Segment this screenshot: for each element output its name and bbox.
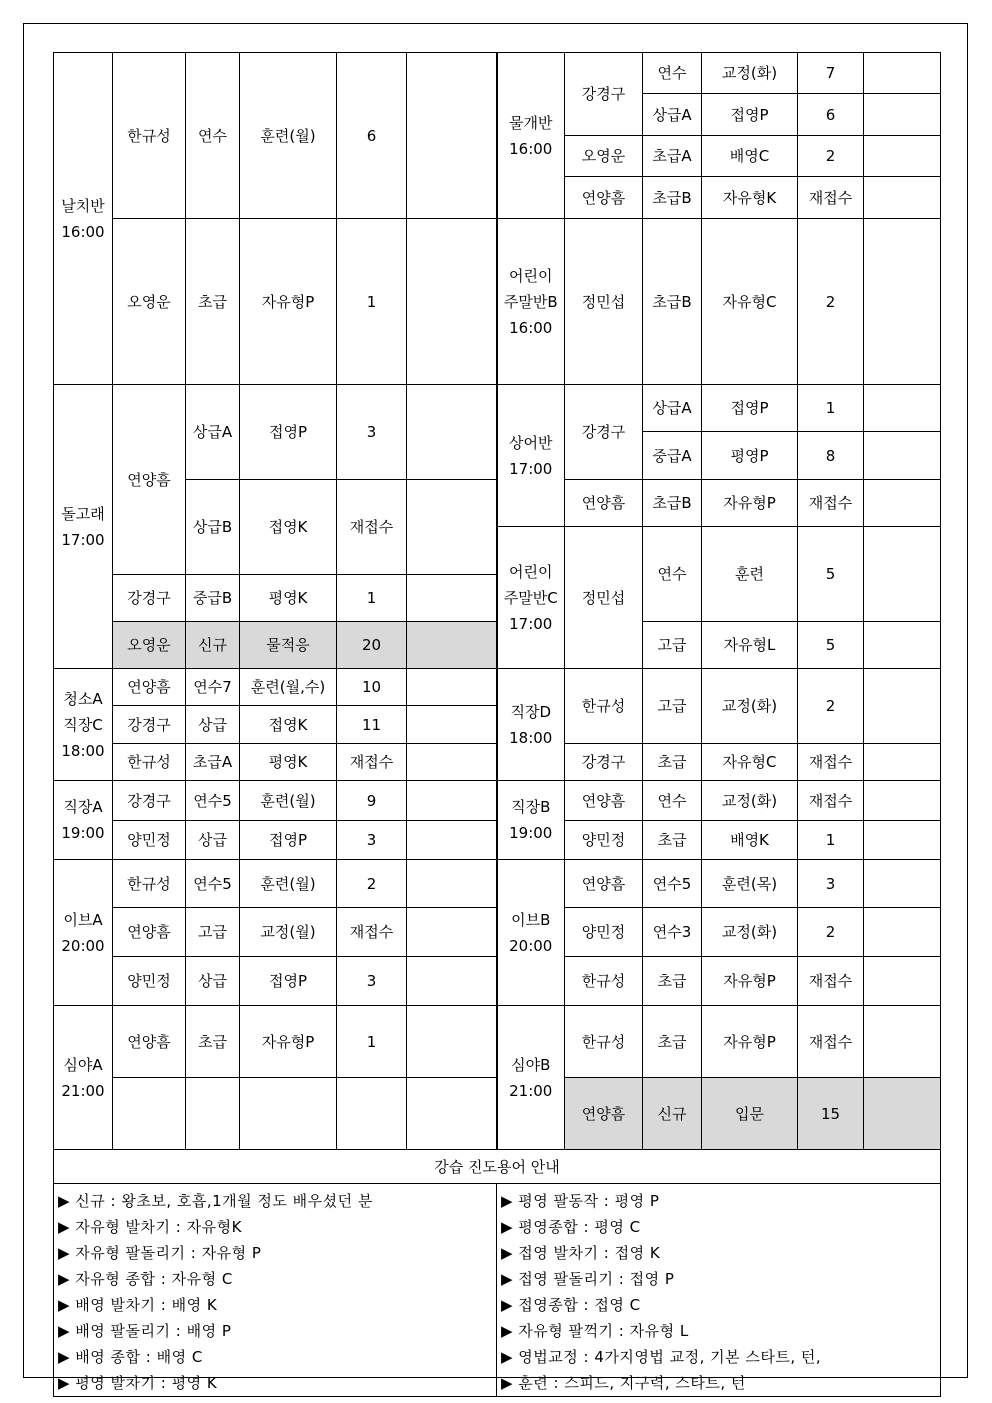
progress-cell: 자유형P (240, 1006, 337, 1078)
count-cell: 재접수 (798, 1006, 864, 1078)
level-cell: 초급A (186, 744, 240, 781)
progress-cell: 자유형C (702, 219, 798, 385)
level-cell: 연수5 (186, 781, 240, 821)
guide-item: ▶ 자유형 발차기 : 자유형K (58, 1218, 242, 1236)
instructor-cell: 양민정 (113, 957, 186, 1006)
level-cell: 초급 (643, 744, 702, 781)
progress-cell: 접영K (240, 480, 337, 575)
progress-cell: 훈련(월) (240, 53, 337, 219)
note-cell (407, 669, 497, 706)
count-cell: 5 (798, 527, 864, 622)
instructor-cell: 연양흠 (565, 781, 643, 821)
level-cell: 상급 (186, 957, 240, 1006)
instructor-cell: 연양흠 (113, 1006, 186, 1078)
instructor-cell: 한규성 (565, 669, 643, 744)
note-cell (864, 527, 941, 622)
note-cell (407, 622, 497, 669)
level-cell: 상급 (186, 706, 240, 744)
instructor-cell: 오영운 (565, 136, 643, 177)
instructor-cell: 연양흠 (113, 669, 186, 706)
count-cell: 1 (798, 821, 864, 860)
level-cell: 연수 (643, 527, 702, 622)
level-cell: 연수3 (643, 908, 702, 957)
class-label: 날치반 16:00 (54, 53, 113, 385)
count-cell: 6 (337, 53, 407, 219)
level-cell: 상급B (186, 480, 240, 575)
note-cell (864, 957, 941, 1006)
level-cell: 신규 (643, 1078, 702, 1150)
progress-cell: 자유형P (702, 957, 798, 1006)
level-cell: 고급 (186, 908, 240, 957)
note-cell (864, 669, 941, 744)
guide-item: ▶ 평영종합 : 평영 C (501, 1218, 641, 1236)
instructor-cell: 정민섭 (565, 527, 643, 669)
progress-cell: 자유형C (702, 744, 798, 781)
progress-cell: 접영P (240, 821, 337, 860)
level-cell: 초급A (643, 136, 702, 177)
note-cell (407, 1078, 497, 1150)
instructor-cell: 연양흠 (113, 385, 186, 575)
count-cell: 3 (337, 385, 407, 480)
class-label: 청소A 직장C 18:00 (54, 669, 113, 781)
instructor-cell: 연양흠 (565, 1078, 643, 1150)
count-cell: 재접수 (798, 480, 864, 527)
progress-cell: 접영K (240, 706, 337, 744)
count-cell: 3 (337, 957, 407, 1006)
instructor-cell: 강경구 (565, 385, 643, 480)
count-cell: 6 (798, 94, 864, 136)
progress-cell: 훈련(월) (240, 860, 337, 908)
level-cell: 초급 (643, 821, 702, 860)
note-cell (864, 781, 941, 821)
class-label: 직장D 18:00 (497, 669, 565, 781)
note-cell (864, 480, 941, 527)
instructor-cell (113, 1078, 186, 1150)
instructor-cell: 오영운 (113, 622, 186, 669)
count-cell: 15 (798, 1078, 864, 1150)
instructor-cell: 강경구 (113, 575, 186, 622)
level-cell: 중급B (186, 575, 240, 622)
guide-item: ▶ 훈련 : 스피드, 지구력, 스타트, 턴 (501, 1374, 746, 1392)
progress-cell: 접영P (240, 385, 337, 480)
guide-item: ▶ 접영 팔돌리기 : 접영 P (501, 1270, 675, 1288)
note-cell (407, 575, 497, 622)
class-label: 돌고래 17:00 (54, 385, 113, 669)
level-cell: 연수5 (186, 860, 240, 908)
level-cell: 상급A (643, 94, 702, 136)
note-cell (407, 821, 497, 860)
progress-cell: 접영P (702, 385, 798, 432)
class-label: 직장A 19:00 (54, 781, 113, 860)
class-label: 심야A 21:00 (54, 1006, 113, 1150)
instructor-cell: 양민정 (113, 821, 186, 860)
count-cell: 3 (798, 860, 864, 908)
progress-cell: 훈련(월) (240, 781, 337, 821)
progress-cell: 평영K (240, 575, 337, 622)
count-cell: 1 (337, 575, 407, 622)
progress-cell: 교정(월) (240, 908, 337, 957)
progress-cell: 훈련(월,수) (240, 669, 337, 706)
instructor-cell: 강경구 (113, 781, 186, 821)
level-cell: 초급 (186, 1006, 240, 1078)
level-cell: 상급A (643, 385, 702, 432)
level-cell: 상급 (186, 821, 240, 860)
count-cell: 2 (798, 669, 864, 744)
count-cell: 2 (798, 908, 864, 957)
progress-cell: 훈련 (702, 527, 798, 622)
count-cell: 2 (798, 136, 864, 177)
instructor-cell: 양민정 (565, 908, 643, 957)
class-label: 심야B 21:00 (497, 1006, 565, 1150)
progress-cell: 입문 (702, 1078, 798, 1150)
note-cell (407, 219, 497, 385)
note-cell (864, 94, 941, 136)
instructor-cell: 연양흠 (565, 860, 643, 908)
instructor-cell: 한규성 (565, 957, 643, 1006)
level-cell: 연수 (186, 53, 240, 219)
guide-item: ▶ 신규 : 왕초보, 호흡,1개월 정도 배우셨던 분 (58, 1192, 373, 1210)
class-label: 이브A 20:00 (54, 860, 113, 1006)
count-cell: 2 (798, 219, 864, 385)
level-cell: 초급B (643, 480, 702, 527)
note-cell (407, 480, 497, 575)
count-cell: 2 (337, 860, 407, 908)
level-cell: 상급A (186, 385, 240, 480)
count-cell: 재접수 (337, 480, 407, 575)
note-cell (407, 1006, 497, 1078)
count-cell: 1 (337, 1006, 407, 1078)
count-cell: 재접수 (798, 177, 864, 219)
progress-cell: 자유형L (702, 622, 798, 669)
note-cell (864, 860, 941, 908)
progress-cell: 배영C (702, 136, 798, 177)
instructor-cell: 연양흠 (565, 177, 643, 219)
progress-cell: 자유형P (702, 1006, 798, 1078)
level-cell: 연수 (643, 781, 702, 821)
level-cell: 고급 (643, 669, 702, 744)
level-cell: 연수5 (643, 860, 702, 908)
level-cell: 연수7 (186, 669, 240, 706)
note-cell (864, 53, 941, 94)
class-label: 어린이 주말반B 16:00 (497, 219, 565, 385)
progress-cell: 접영P (702, 94, 798, 136)
level-cell (186, 1078, 240, 1150)
guide-item: ▶ 자유형 팔돌리기 : 자유형 P (58, 1244, 262, 1262)
instructor-cell: 강경구 (113, 706, 186, 744)
progress-cell: 물적응 (240, 622, 337, 669)
count-cell: 재접수 (798, 957, 864, 1006)
note-cell (407, 744, 497, 781)
note-cell (864, 432, 941, 480)
instructor-cell: 강경구 (565, 744, 643, 781)
level-cell: 신규 (186, 622, 240, 669)
count-cell: 5 (798, 622, 864, 669)
count-cell: 9 (337, 781, 407, 821)
class-label: 직장B 19:00 (497, 781, 565, 860)
note-cell (864, 821, 941, 860)
instructor-cell: 강경구 (565, 53, 643, 136)
guide-item: ▶ 배영 종합 : 배영 C (58, 1348, 203, 1366)
level-cell: 초급 (186, 219, 240, 385)
progress-cell: 자유형P (702, 480, 798, 527)
class-label: 물개반 16:00 (497, 53, 565, 219)
progress-cell: 접영P (240, 957, 337, 1006)
progress-cell: 자유형K (702, 177, 798, 219)
note-cell (864, 177, 941, 219)
instructor-cell: 연양흠 (565, 480, 643, 527)
count-cell: 재접수 (798, 781, 864, 821)
guide-item: ▶ 영법교정 : 4가지영법 교정, 기본 스타트, 턴, (501, 1348, 822, 1366)
guide-left (54, 1184, 497, 1397)
progress-cell: 훈련(목) (702, 860, 798, 908)
note-cell (864, 219, 941, 385)
level-cell: 고급 (643, 622, 702, 669)
instructor-cell: 양민정 (565, 821, 643, 860)
count-cell: 20 (337, 622, 407, 669)
progress-cell: 교정(화) (702, 908, 798, 957)
progress-cell: 평영P (702, 432, 798, 480)
count-cell: 11 (337, 706, 407, 744)
guide-item: ▶ 자유형 팔꺽기 : 자유형 L (501, 1322, 689, 1340)
note-cell (864, 136, 941, 177)
count-cell: 재접수 (798, 744, 864, 781)
note-cell (864, 744, 941, 781)
class-label: 어린이 주말반C 17:00 (497, 527, 565, 669)
level-cell: 초급B (643, 177, 702, 219)
note-cell (864, 622, 941, 669)
count-cell: 8 (798, 432, 864, 480)
note-cell (407, 385, 497, 480)
guide-item: ▶ 배영 팔돌리기 : 배영 P (58, 1322, 232, 1340)
level-cell: 초급 (643, 1006, 702, 1078)
count-cell: 재접수 (337, 744, 407, 781)
progress-cell: 교정(화) (702, 781, 798, 821)
note-cell (407, 706, 497, 744)
instructor-cell: 한규성 (113, 860, 186, 908)
note-cell (407, 908, 497, 957)
level-cell: 중급A (643, 432, 702, 480)
progress-cell: 교정(화) (702, 53, 798, 94)
note-cell (864, 908, 941, 957)
count-cell: 7 (798, 53, 864, 94)
note-cell (407, 957, 497, 1006)
guide-item: ▶ 접영종합 : 접영 C (501, 1296, 641, 1314)
note-cell (864, 1078, 941, 1150)
instructor-cell: 정민섭 (565, 219, 643, 385)
guide-item: ▶ 평영 팔동작 : 평영 P (501, 1192, 660, 1210)
guide-right (497, 1184, 941, 1397)
level-cell: 초급 (643, 957, 702, 1006)
class-label: 상어반 17:00 (497, 385, 565, 527)
instructor-cell: 연양흠 (113, 908, 186, 957)
note-cell (407, 781, 497, 821)
count-cell (337, 1078, 407, 1150)
guide-item: ▶ 배영 발차기 : 배영 K (58, 1296, 218, 1314)
instructor-cell: 한규성 (113, 53, 186, 219)
guide-item: ▶ 자유형 종합 : 자유형 C (58, 1270, 233, 1288)
instructor-cell: 한규성 (565, 1006, 643, 1078)
instructor-cell: 한규성 (113, 744, 186, 781)
schedule-table (53, 52, 941, 1397)
progress-cell: 자유형P (240, 219, 337, 385)
count-cell: 재접수 (337, 908, 407, 957)
level-cell: 연수 (643, 53, 702, 94)
guide-item: ▶ 평영 발차기 : 평영 K (58, 1374, 218, 1392)
guide-title: 강습 진도용어 안내 (54, 1150, 941, 1184)
count-cell: 10 (337, 669, 407, 706)
note-cell (407, 860, 497, 908)
instructor-cell: 오영운 (113, 219, 186, 385)
class-label: 이브B 20:00 (497, 860, 565, 1006)
progress-cell: 배영K (702, 821, 798, 860)
note-cell (407, 53, 497, 219)
level-cell: 초급B (643, 219, 702, 385)
note-cell (864, 1006, 941, 1078)
guide-item: ▶ 접영 발차기 : 접영 K (501, 1244, 661, 1262)
count-cell: 3 (337, 821, 407, 860)
count-cell: 1 (798, 385, 864, 432)
count-cell: 1 (337, 219, 407, 385)
progress-cell: 교정(화) (702, 669, 798, 744)
progress-cell (240, 1078, 337, 1150)
note-cell (864, 385, 941, 432)
progress-cell: 평영K (240, 744, 337, 781)
